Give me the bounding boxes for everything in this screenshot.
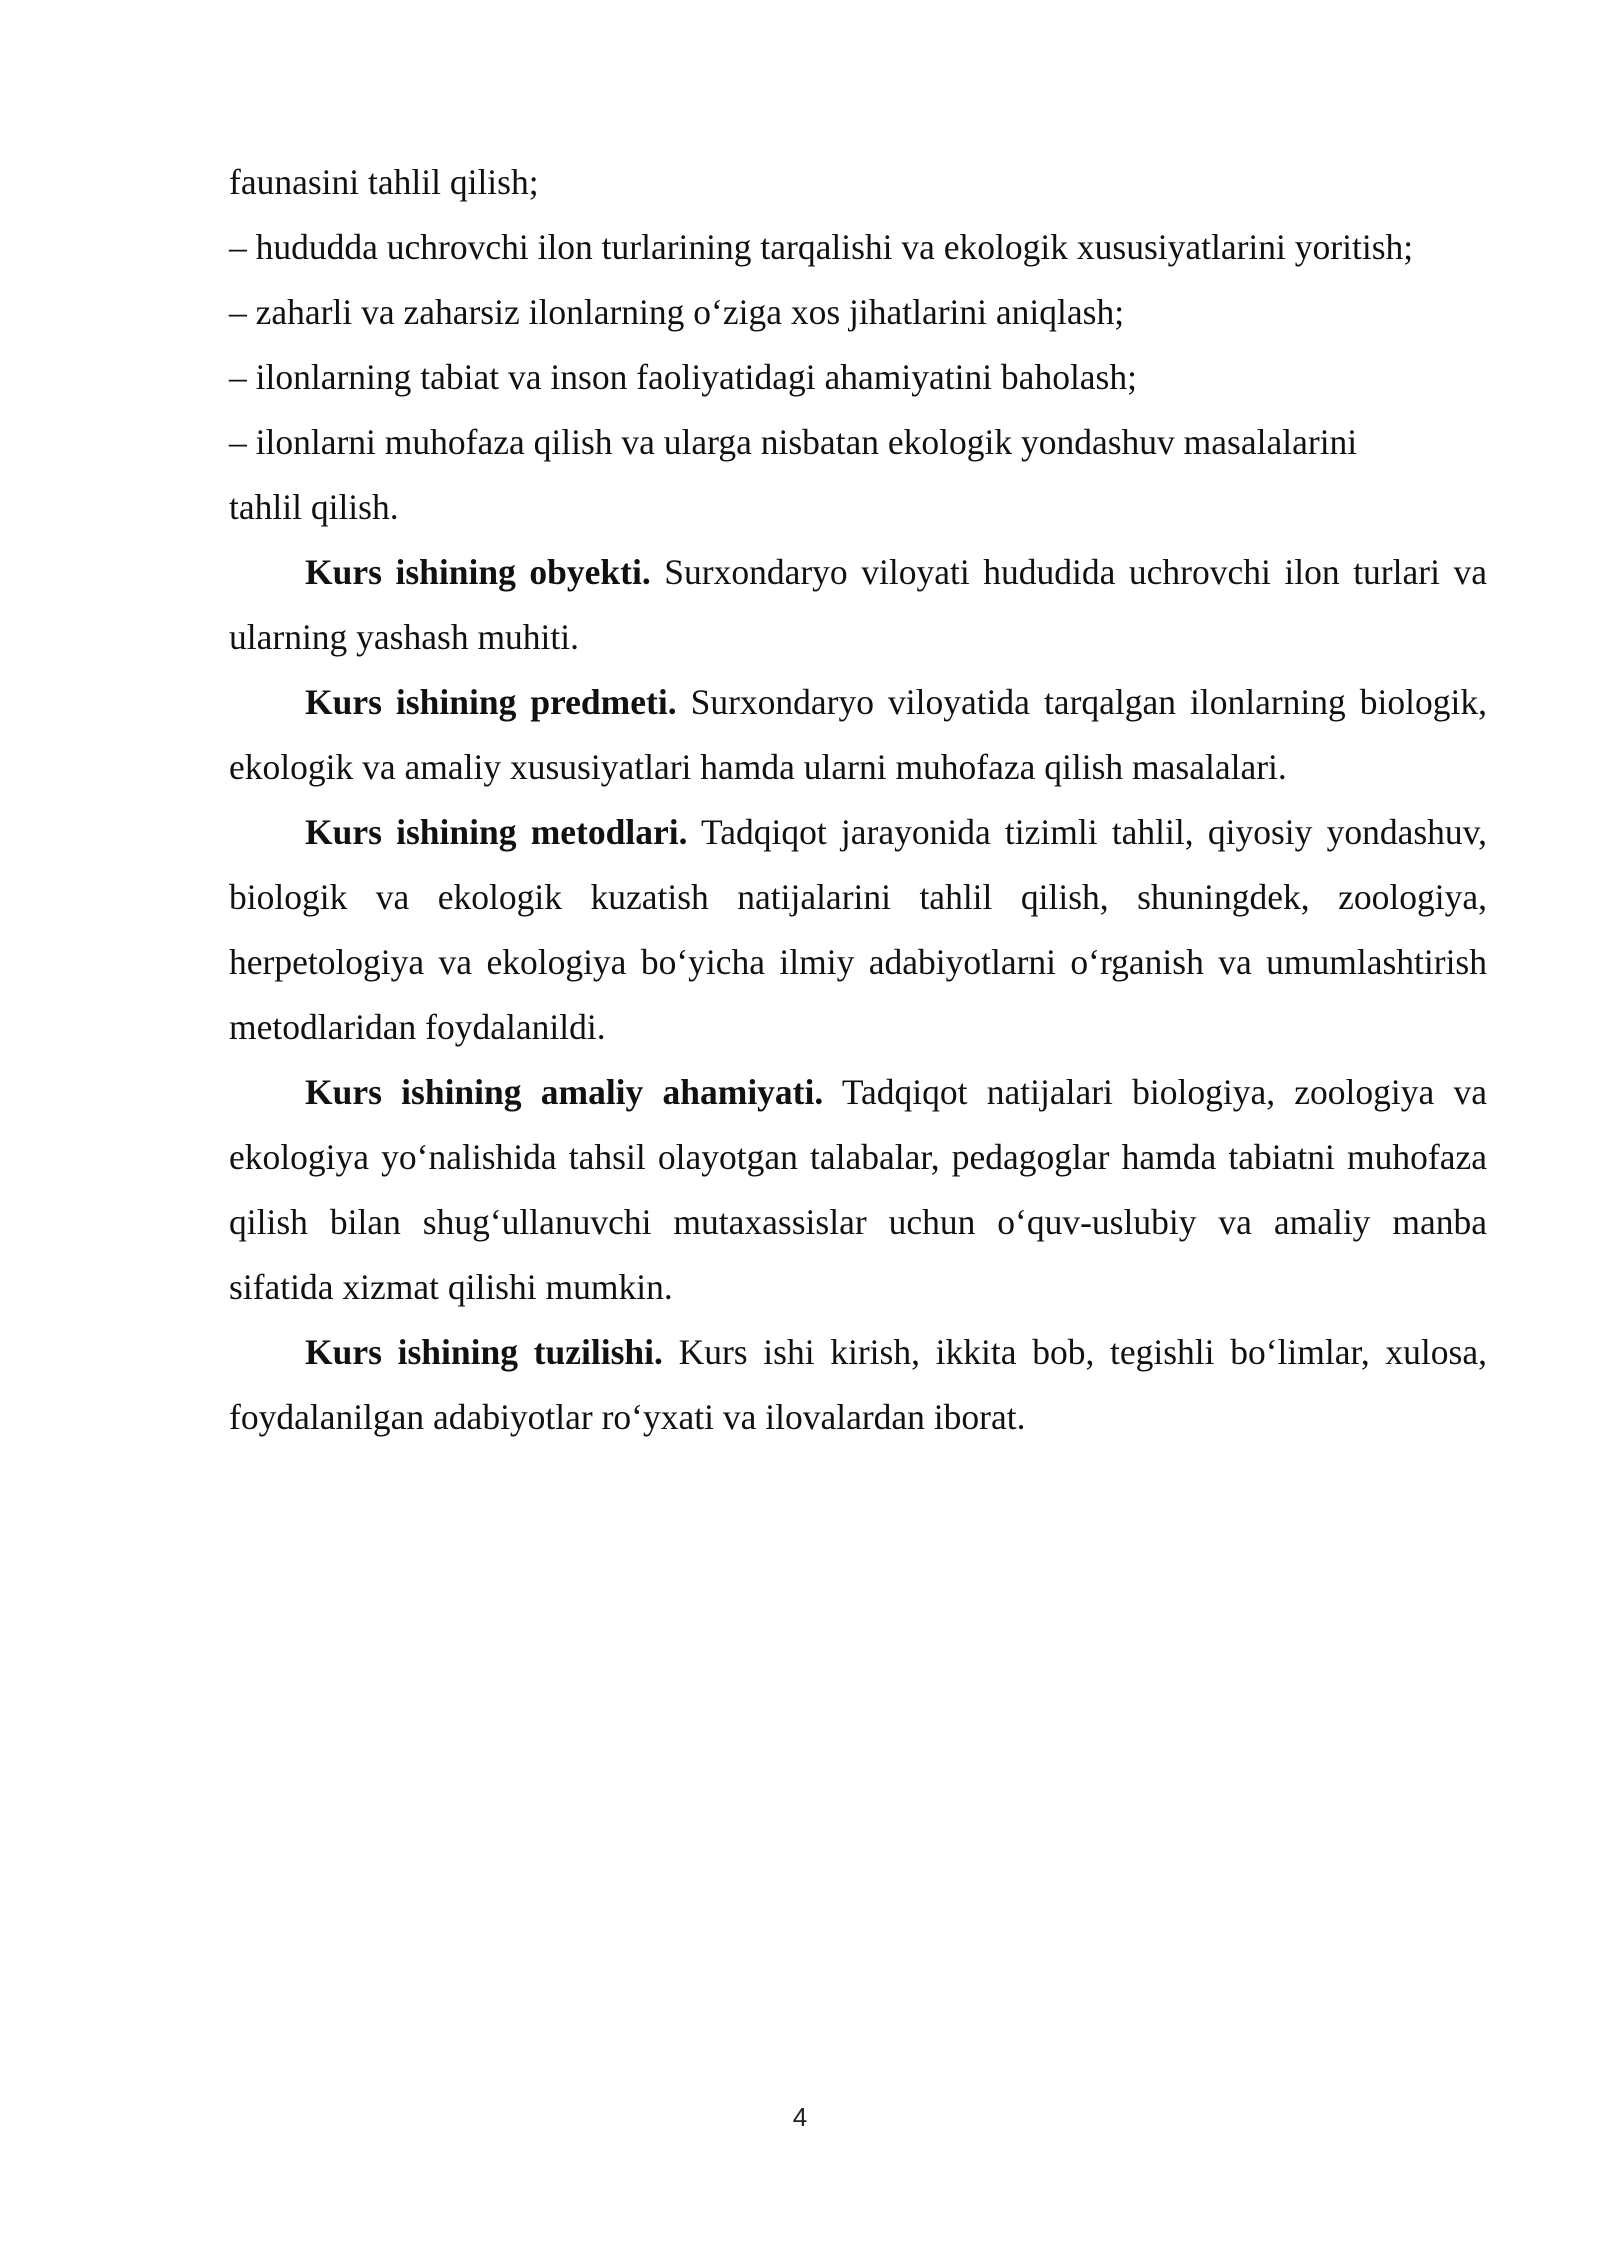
section-text: Surxondaryo viloyati hududida uchrovchi ilon turlari va ularning yashash muhiti. bbox=[229, 552, 1487, 657]
section-text: Surxondaryo viloyatida tarqalgan ilonlarning biologik, ekologik va amaliy xususiyatlari hamda ularni muhofaza qilish masalalari. bbox=[229, 682, 1488, 787]
task-item: – ilonlarning tabiat va inson faoliyatidagi ahamiyatini baholash; bbox=[229, 357, 1137, 397]
section-text: Tadqiqot natijalari biologiya, zoologiya va ekologiya yo‘nalishida tahsil olayotgan talabalar, pedagoglar hamda tabiatni muhofaza qilish bilan shug‘ullanuvchi mutaxassislar uchun o‘quv-uslubiy va amaliy manba sifatida xizmat qilishi mumkin. bbox=[229, 1072, 1487, 1307]
task-item: – ilonlarni muhofaza qilish va ularga nisbatan ekologik yondashuv masalalarini bbox=[229, 422, 1358, 462]
intro-continuation: faunasini tahlil qilish; bbox=[229, 162, 539, 202]
page-number: 4 bbox=[792, 2102, 808, 2132]
section-object bbox=[229, 540, 1487, 670]
section-structure bbox=[229, 1320, 1487, 1450]
task-item: – hududda uchrovchi ilon turlarining tarqalishi va ekologik xususiyatlarini yoritish; bbox=[229, 227, 1414, 267]
section-heading: Kurs ishining obyekti. bbox=[305, 552, 651, 592]
section-heading: Kurs ishining tuzilishi. bbox=[305, 1332, 663, 1372]
section-text: Kurs ishi kirish, ikkita bob, tegishli bo‘limlar, xulosa, foydalanilgan adabiyotlar ro‘yxati va ilovalardan iborat. bbox=[229, 1332, 1487, 1437]
section-heading: Kurs ishining predmeti. bbox=[305, 682, 677, 722]
document-body bbox=[229, 150, 1487, 1450]
section-text: Tadqiqot jarayonida tizimli tahlil, qiyosiy yondashuv, biologik va ekologik kuzatish natijalarini tahlil qilish, shuningdek, zoologiya, herpetologiya va ekologiya bo‘yicha ilmiy adabiyotlarni o‘rganish va umumlashtirish metodlaridan foydalanildi. bbox=[229, 812, 1487, 1047]
task-item: – zaharli va zaharsiz ilonlarning o‘ziga xos jihatlarini aniqlash; bbox=[229, 292, 1125, 332]
section-subject bbox=[229, 670, 1487, 800]
section-practical-significance bbox=[229, 1060, 1487, 1320]
section-heading: Kurs ishining metodlari. bbox=[305, 812, 688, 852]
section-heading: Kurs ishining amaliy ahamiyati. bbox=[305, 1072, 824, 1112]
section-methods bbox=[229, 800, 1487, 1060]
task-item-tail: tahlil qilish. bbox=[229, 487, 399, 527]
